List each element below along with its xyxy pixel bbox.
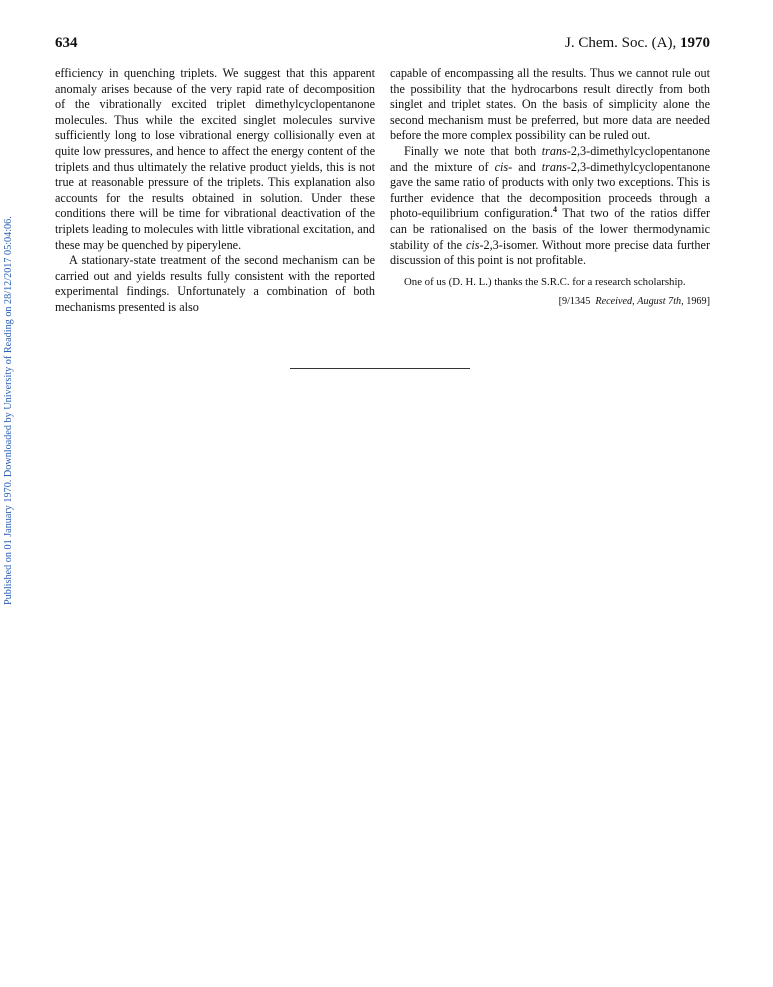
left-column bbox=[55, 66, 375, 316]
paragraph: capable of encompassing all the results. Thus we cannot rule out the possibility that the hydrocarbons result directly from both singlet and triplet states. On the basis of simplicity alone the second mechanism must be preferred, but more data are needed before the more complex possibility can be ruled out. bbox=[390, 66, 710, 143]
download-notice-text[interactable]: Published on 01 January 1970. Downloaded by University of Reading on 28/12/2017 05:04:06. bbox=[3, 216, 14, 605]
running-header bbox=[55, 35, 710, 57]
paragraph: A stationary-state treatment of the second mechanism can be carried out and yields results fully consistent with the reported experimental findings. Unfortunately a combination of both mechanisms presented is also bbox=[55, 253, 375, 314]
reference-marker[interactable]: 4 bbox=[553, 205, 557, 215]
journal-citation bbox=[565, 35, 710, 52]
journal-year: 1970 bbox=[680, 35, 710, 51]
end-rule bbox=[290, 368, 470, 369]
right-column bbox=[390, 66, 710, 309]
acknowledgement: One of us (D. H. L.) thanks the S.R.C. for a research scholarship. bbox=[404, 275, 686, 288]
download-notice bbox=[2, 185, 16, 605]
paragraph: efficiency in quenching triplets. We suggest that this apparent anomaly arises because of the very rapid rate of decomposition of the vibrationally excited triplet dimethylcyclopentanone molecules. Thus while the excited singlet molecules survive sufficiently long to lose vibrational energy collisionally even at quite low pressures, and hence to affect the energy content of the triplets and thus ultimately the relative product yields, this is not true at reasonable pressure of the triplets. This explanation also accounts for the results obtained in solution. Under these conditions there will be time for vibrational deactivation of the triplets leading to molecules with little vibrational excitation, and these may be quenched by piperylene. bbox=[55, 66, 375, 252]
paragraph: Finally we note that both trans-2,3-dimethylcyclopentanone and the mixture of cis- and trans-2,3-dimethylcyclopentanone gave the same ratio of products with only two exceptions. This is further evidence that the decomposition proceeds through a photo-equilibrium configuration.$^4$ That two of the ratios differ can be rationalised on the basis of the lower thermodynamic stability of the cis-2,3-isomer. Without more precise data further discussion of this point is not profitable. bbox=[390, 143, 711, 268]
journal-name: J. Chem. Soc. (A), bbox=[565, 35, 677, 51]
received-line: [9/1345 Received, August 7th, 1969] bbox=[558, 295, 710, 307]
page-number: 634 bbox=[55, 35, 78, 51]
